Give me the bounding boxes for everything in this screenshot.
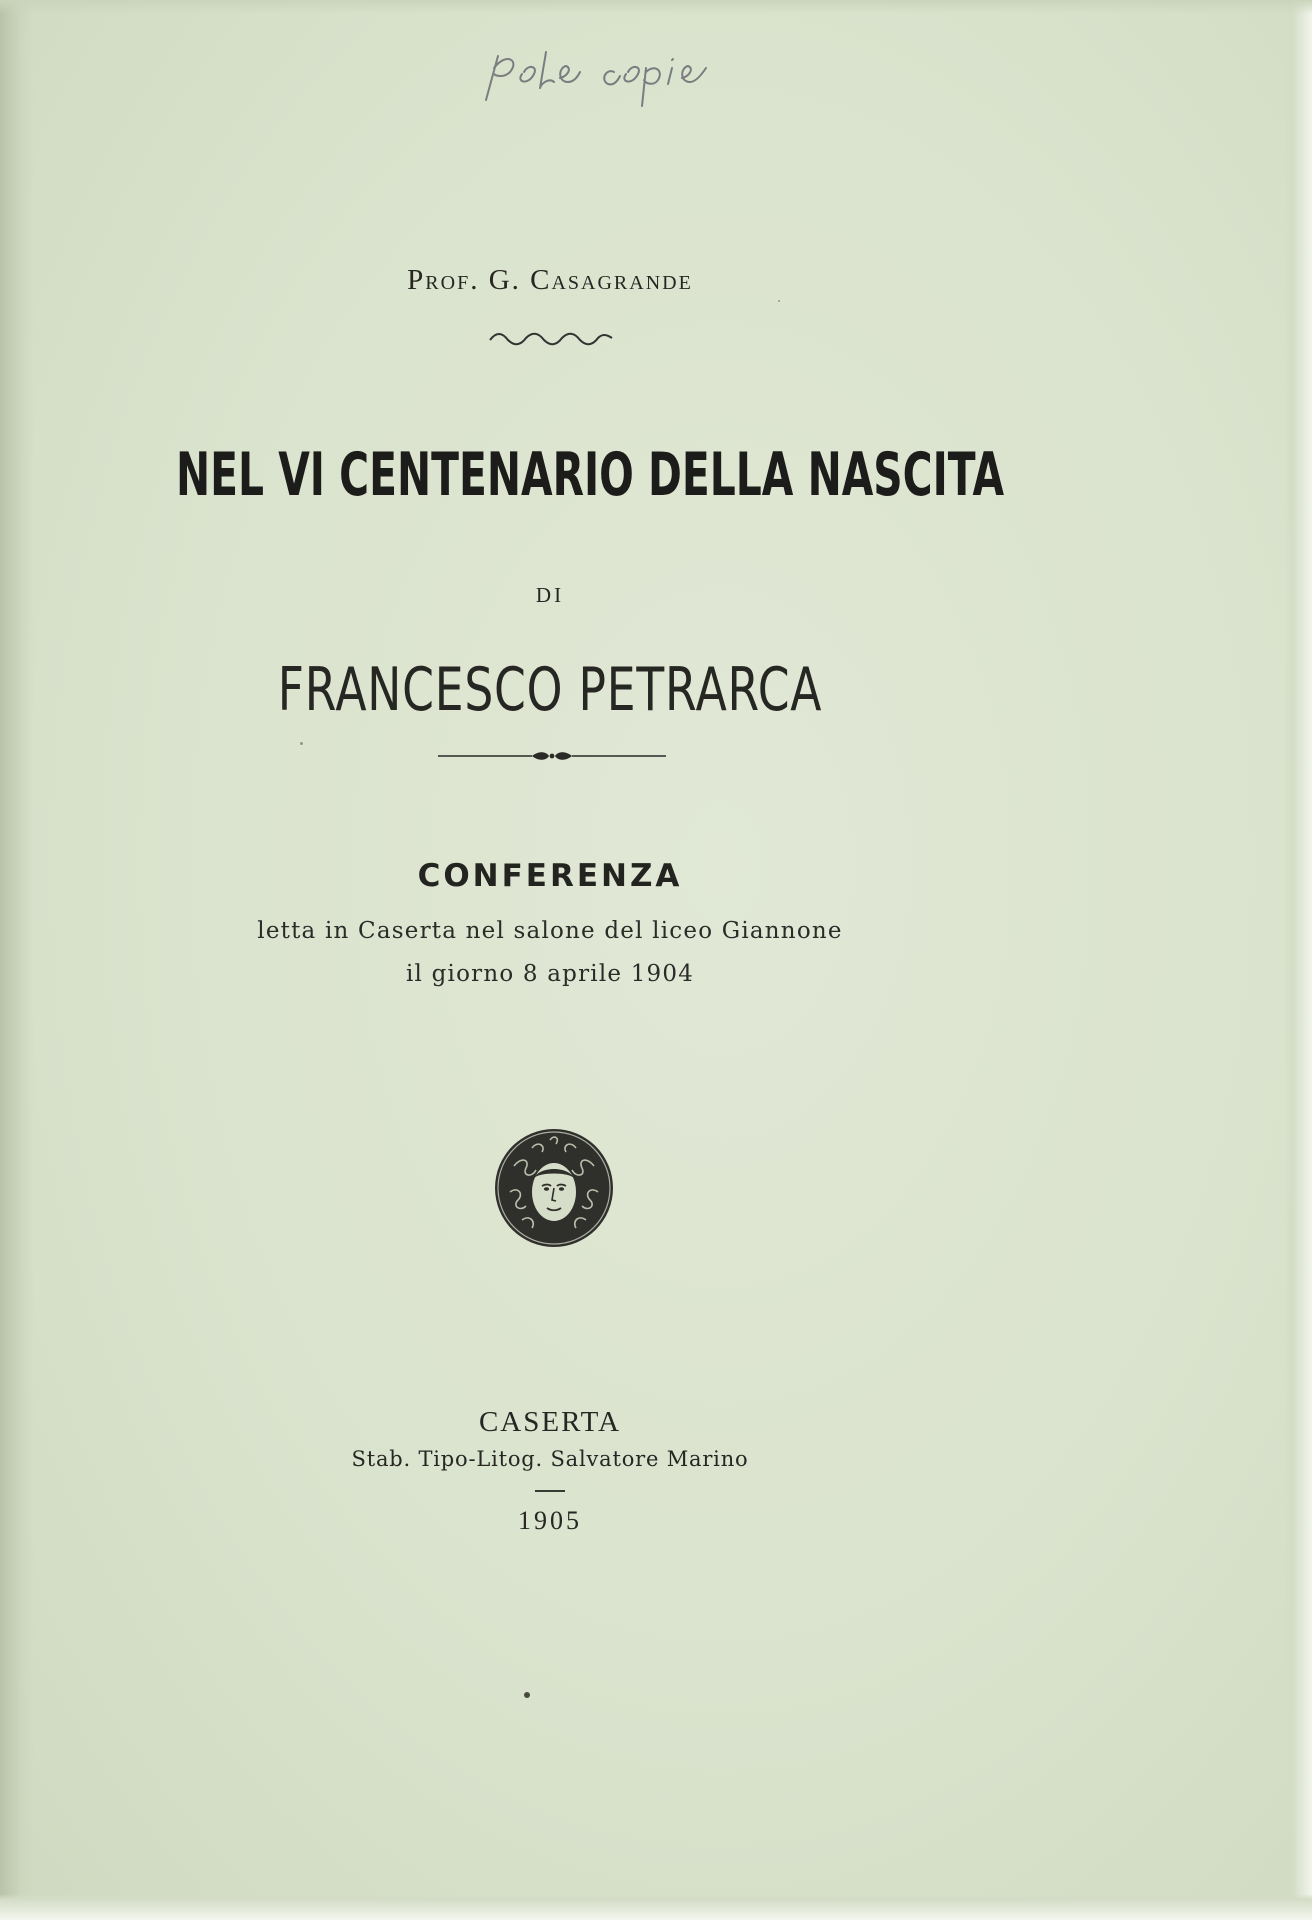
title-preposition: DI [535, 583, 565, 607]
cover-title: NEL VI CENTENARIO DELLA NASCITA [176, 440, 1005, 510]
imprint-year: 1905 [518, 1506, 582, 1535]
imprint-city: CASERTA [478, 1406, 622, 1438]
page-edge-right [1284, 0, 1312, 1920]
imprint-rule [535, 1490, 565, 1492]
subject-name: FRANCESCO PETRARCA [277, 655, 823, 725]
author-name: Prof. G. Casagrande [407, 264, 693, 296]
imprint-printer: Stab. Tipo-Litog. Salvatore Marino [351, 1447, 749, 1471]
paper-speck [778, 300, 780, 302]
date-line: il giorno 8 aprile 1904 [405, 961, 695, 987]
paper-speck [300, 742, 303, 745]
wavy-divider [488, 330, 614, 346]
venue-line: letta in Caserta nel salone del liceo Giannone [257, 918, 843, 944]
handwritten-note [476, 38, 776, 118]
ornamental-rule [436, 748, 668, 764]
genre-heading: CONFERENZA [417, 858, 683, 894]
page-edge-bottom [0, 1894, 1312, 1920]
medusa-head-seal-icon [492, 1126, 616, 1250]
paper-speck [524, 1692, 530, 1698]
page-edge-top [0, 0, 1312, 14]
